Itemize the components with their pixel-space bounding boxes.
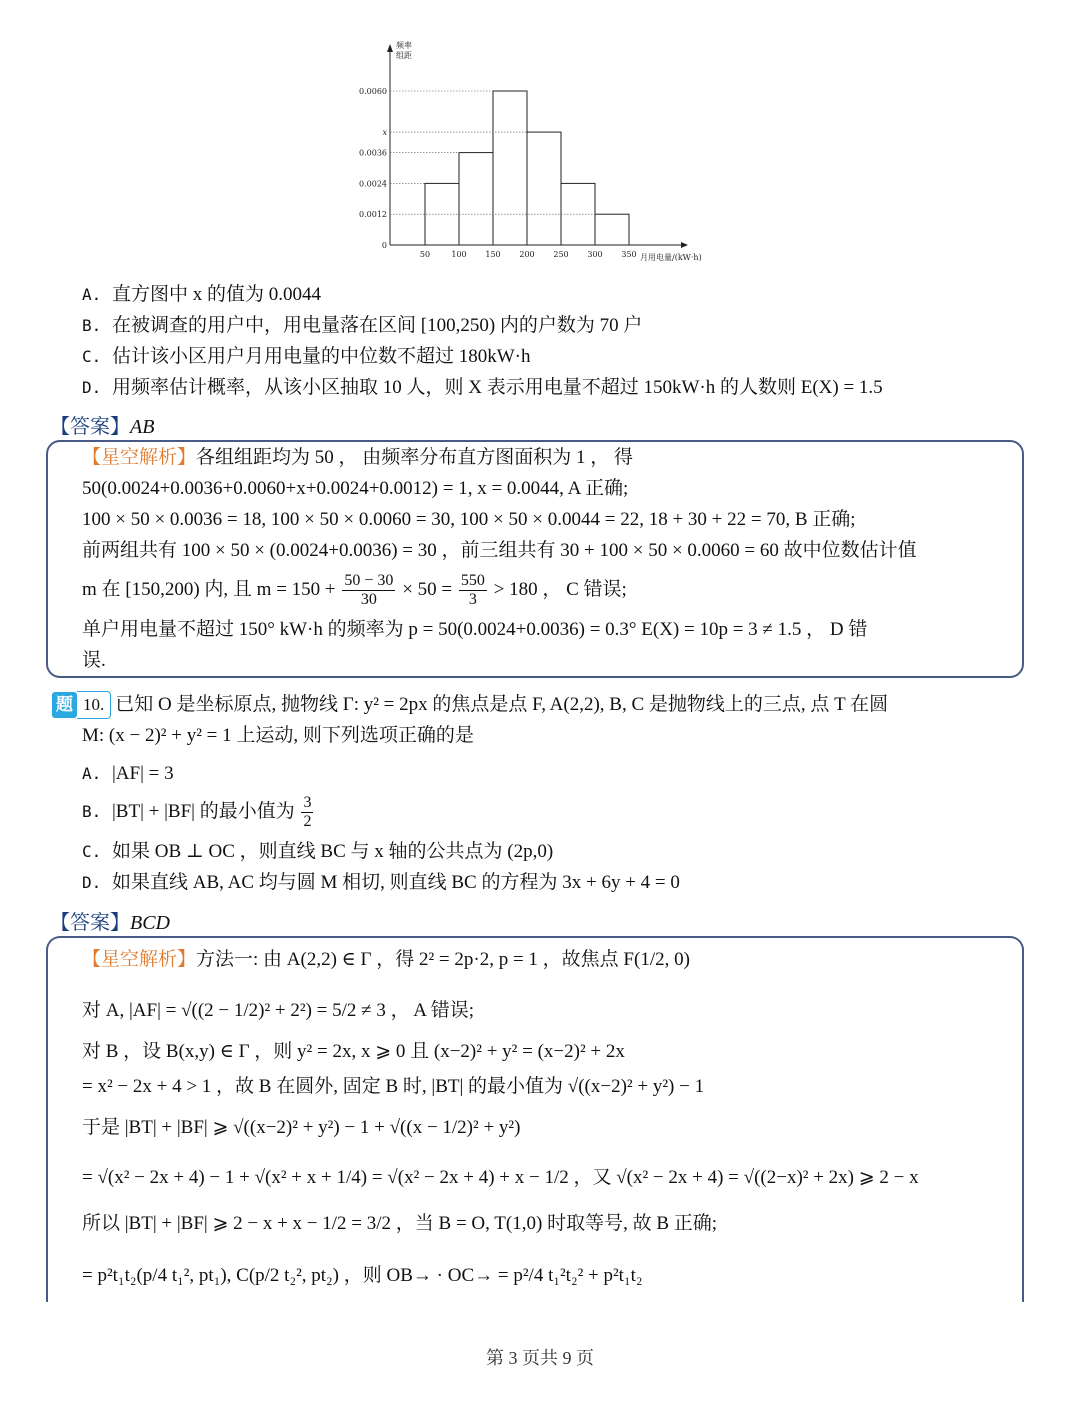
q9-analysis-line-5: m 在 [150,200) 内, 且 m = 150 + $\frac{50 - 30}{30}$ × 50 = $\frac{550}{3}$ > 180 ， C 错误; [82,572,627,609]
histogram-bar-4 [527,132,561,245]
q10-analysis-line-4: = x² − 2x + 4 > 1 ，故 B 在圆外, 固定 B 时, |BT| 的最小值为 √((x−2)² + y²) − 1 [82,1076,705,1097]
q9-option-c: C. 估计该小区用户月用电量的中位数不超过 180kW·h [82,346,531,367]
x-tick-label-100: 100 [451,250,467,259]
x-tick-label-200: 200 [519,250,535,259]
x-tick-label-50: 50 [419,250,431,259]
q10-option-c: C. 如果 OB ⊥ OC ，则直线 BC 与 x 轴的公共点为 (2p,0) [82,841,554,862]
q9-option-d: D. 用频率估计概率，从该小区抽取 10 人，则 X 表示用电量不超过 150kW·h 的人数则 E(X) = 1.5 [82,377,883,398]
x-tick-label-150: 150 [485,250,501,259]
q9-analysis-line-7: 误. [82,650,106,671]
chart-xlabel: 月用电量/(kW·h) [640,253,702,262]
q10-option-b: B. |BT| + |BF| 的最小值为 $\frac{3}{2}$ [82,794,312,831]
page-footer: 第 3 页共 9 页 [486,1348,594,1368]
q9-analysis-line-3: 100 × 50 × 0.0036 = 18, 100 × 50 × 0.0060 = 30, 100 × 50 × 0.0044 = 22, 18 + 30 + 22 = 70, B 正确; [82,509,856,530]
q9-analysis-line-2: 50(0.0024+0.0036+0.0060+x+0.0024+0.0012) = 1, x = 0.0044, A 正确; [82,478,629,499]
q9-answer: 【答案】AB [50,414,155,438]
q9-analysis-line-6: 单户用电量不超过 150° kW·h 的频率为 p = 50(0.0024+0.0036) = 0.3° E(X) = 10p = 3 ≠ 1.5 ， D 错 [82,619,868,640]
q10-analysis-line-1: 【星空解析】方法一: 由 A(2,2) ∈ Γ ，得 2² = 2p·2, p = 1 ，故焦点 F(1/2, 0) [82,949,690,970]
fraction-3-2: $\frac{3}{2}$ [303,794,312,831]
question-badge: 题 [52,692,77,718]
q10-analysis-line-5: 于是 |BT| + |BF| ⩾ √((x−2)² + y²) − 1 + √((x − 1/2)² + y²) [82,1117,521,1138]
histogram-chart [350,34,720,270]
q10-analysis-line-8: = p²t₁t₂(p/4 t₁², pt₁), C(p/2 t₂², pt₂) ，则 OB→ · OC→ = p²/4 t₁²t₂² + p²t₁t₂ [82,1265,643,1286]
y-tick-label-0: 0 [381,241,387,250]
q9-analysis-line-4: 前两组共有 100 × 50 × (0.0024+0.0036) = 30 ，前三组共有 30 + 100 × 50 × 0.0060 = 60 故中位数估计值 [82,540,917,561]
chart-ylabel-top: 频率 [396,41,412,50]
x-tick-label-250: 250 [553,250,569,259]
q10-analysis-line-6: = √(x² − 2x + 4) − 1 + √(x² + x + 1/4) = √(x² − 2x + 4) + x − 1/2 ，又 √(x² − 2x + 4) = √((2−x)² + 2x) ⩾ 2 − x [82,1167,919,1188]
q10-stem-line-2: M: (x − 2)² + y² = 1 上运动, 则下列选项正确的是 [82,725,474,746]
q10-analysis-line-7: 所以 |BT| + |BF| ⩾ 2 − x + x − 1/2 = 3/2 ，当 B = O, T(1,0) 时取等号, 故 B 正确; [82,1213,718,1234]
x-tick-label-300: 300 [587,250,603,259]
fraction-1: $\frac{50 - 30}{30}$ [344,572,394,609]
q10-option-d: D. 如果直线 AB, AC 均与圆 M 相切, 则直线 BC 的方程为 3x + 6y + 4 = 0 [82,872,680,893]
q9-option-b: B. 在被调查的用户中，用电量落在区间 [100,250) 内的户数为 70 户 [82,315,643,336]
q10-stem-line-1: 题 10. 已知 O 是坐标原点, 抛物线 Γ: y² = 2px 的焦点是点 F, A(2,2), B, C 是抛物线上的三点, 点 T 在圆 [52,691,888,719]
q10-analysis-line-3: 对 B ，设 B(x,y) ∈ Γ ，则 y² = 2x, x ⩾ 0 且 (x−2)² + y² = (x−2)² + 2x [82,1041,625,1062]
y-tick-label-4: x [382,128,387,138]
y-tick-label-5: 0.0060 [359,87,387,96]
y-axis-arrow [387,44,393,52]
y-tick-label-2: 0.0024 [359,179,387,189]
chart-ylabel-bottom: 组距 [396,51,412,60]
q10-analysis-line-2: 对 A, |AF| = √((2 − 1/2)² + 2²) = 5/2 ≠ 3 ， A 错误; [82,1000,474,1021]
histogram-bar-5 [561,183,595,245]
histogram-bar-2 [459,153,493,245]
histogram-bar-6 [595,214,629,245]
y-tick-label-3: 0.0036 [359,148,387,158]
x-tick-label-350: 350 [621,250,637,259]
question-number: 10. [77,691,111,719]
fraction-2: $\frac{550}{3}$ [460,572,485,609]
q10-option-a: A. |AF| = 3 [82,763,174,784]
x-axis-arrow [681,242,688,248]
q10-answer: 【答案】BCD [50,910,170,934]
q9-analysis-line-1: 【星空解析】各组组距均为 50 ， 由频率分布直方图面积为 1 ， 得 [82,447,634,468]
q9-option-a: A. 直方图中 x 的值为 0.0044 [82,284,322,305]
y-tick-label-1: 0.0012 [359,210,387,220]
histogram-bar-3 [493,91,527,245]
